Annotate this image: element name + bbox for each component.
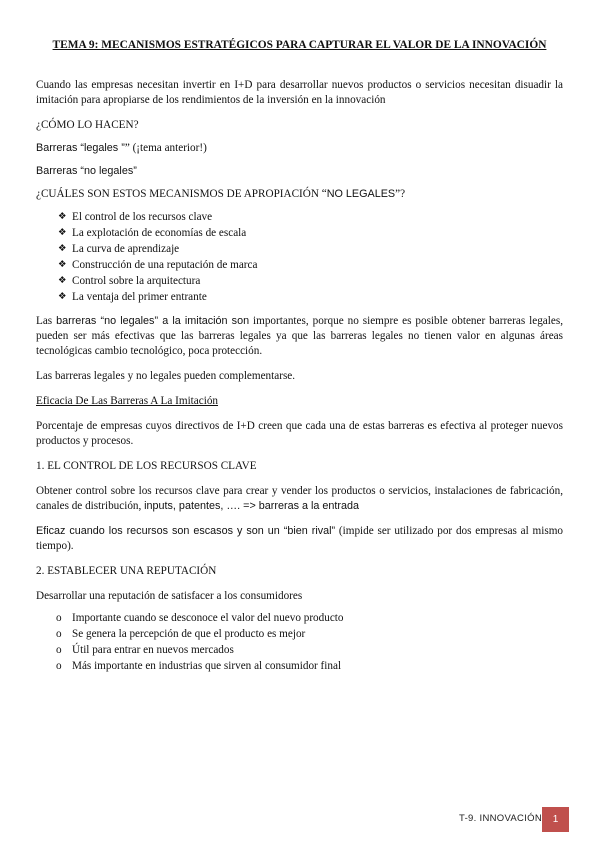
question-mechanisms-start: ¿CUÁLES SON ESTOS MECANISMOS DE APROPIACIÓN “ bbox=[36, 188, 327, 200]
diamond-bullet-icon: ❖ bbox=[58, 243, 67, 254]
non-legal-importance-paragraph: Las barreras “no legales” a la imitación son importantes, porque no siempre es posible obtener barreras legales, pueden ser más efectivas que las barreras legales ya que las barreras legales no tienen valor en algunas áreas tecnológicas cambio tecnológico, poca protección. bbox=[36, 315, 563, 357]
document-page bbox=[36, 37, 563, 674]
question-mechanisms bbox=[36, 187, 563, 202]
intro-paragraph: Cuando las empresas necesitan invertir en I+D para desarrollar nuevos productos o servicios necesitan disuadir la imitación para apropiarse de los rendimientos de la inversión en la innovación bbox=[36, 79, 563, 106]
non-legal-barriers-line: Barreras “no legales” bbox=[36, 165, 137, 177]
scarce-resources-paragraph: Eficaz cuando los recursos son escasos y son un “bien rival” (impide ser utilizado por dos empresas al mismo tiempo). bbox=[36, 525, 563, 552]
list-item: o Útil para entrar en nuevos mercados bbox=[56, 644, 234, 656]
entry-barriers-highlight: inputs, patentes, …. => barreras a la entrada bbox=[144, 500, 359, 512]
diamond-bullet-icon: ❖ bbox=[58, 211, 67, 222]
footer-label: T-9. INNOVACIÓN bbox=[459, 813, 542, 824]
circle-bullet-icon: o bbox=[56, 628, 62, 640]
list-item: ❖ El control de los recursos clave bbox=[58, 211, 213, 223]
circle-bullet-icon: o bbox=[56, 644, 62, 656]
legal-barriers-note: ” (¡tema anterior!) bbox=[124, 142, 207, 154]
page-number-badge: 1 bbox=[542, 807, 569, 832]
section-heading-resources: 1. EL CONTROL DE LOS RECURSOS CLAVE bbox=[36, 460, 257, 472]
page-title: TEMA 9: MECANISMOS ESTRATÉGICOS PARA CAPTURAR EL VALOR DE LA INNOVACIÓN bbox=[52, 39, 547, 51]
diamond-bullet-icon: ❖ bbox=[58, 227, 67, 238]
list-item: ❖ La explotación de economías de escala bbox=[58, 227, 247, 239]
page-footer bbox=[0, 807, 599, 832]
question-how: ¿CÓMO LO HACEN? bbox=[36, 119, 139, 131]
list-item: ❖ Construcción de una reputación de marca bbox=[58, 259, 258, 271]
reputation-list bbox=[56, 610, 563, 674]
mechanisms-list bbox=[58, 209, 563, 305]
diamond-bullet-icon: ❖ bbox=[58, 259, 67, 270]
efficacy-heading: Eficacia De Las Barreras A La Imitación bbox=[36, 395, 219, 407]
circle-bullet-icon: o bbox=[56, 660, 62, 672]
circle-bullet-icon: o bbox=[56, 612, 62, 624]
question-mechanisms-highlight: NO LEGALES bbox=[326, 188, 396, 200]
legal-barriers-line bbox=[36, 141, 563, 156]
complement-paragraph: Las barreras legales y no legales pueden complementarse. bbox=[36, 370, 296, 382]
efficacy-paragraph: Porcentaje de empresas cuyos directivos de I+D creen que cada una de estas barreras es efectiva al proteger nuevos productos y procesos. bbox=[36, 420, 563, 447]
list-item: ❖ La curva de aprendizaje bbox=[58, 243, 180, 255]
diamond-bullet-icon: ❖ bbox=[58, 291, 67, 302]
legal-barriers-label: Barreras “legales ” bbox=[36, 142, 125, 154]
reputation-paragraph: Desarrollar una reputación de satisfacer a los consumidores bbox=[36, 590, 303, 602]
section-heading-reputation: 2. ESTABLECER UNA REPUTACIÓN bbox=[36, 565, 217, 577]
question-mechanisms-end: ”? bbox=[395, 188, 406, 200]
diamond-bullet-icon: ❖ bbox=[58, 275, 67, 286]
list-item: o Importante cuando se desconoce el valor del nuevo producto bbox=[56, 612, 344, 624]
list-item: ❖ Control sobre la arquitectura bbox=[58, 275, 201, 287]
list-item: ❖ La ventaja del primer entrante bbox=[58, 291, 207, 303]
list-item: o Más importante en industrias que sirven al consumidor final bbox=[56, 660, 342, 672]
resources-paragraph: Obtener control sobre los recursos clave para crear y vender los productos o servicios, instalaciones de fabricación, canales de distribución, inputs, patentes, …. => barreras a la entrada bbox=[36, 485, 563, 512]
rival-good-highlight: Eficaz cuando los recursos son escasos y son un “bien rival” bbox=[36, 525, 336, 537]
non-legal-highlight: barreras “no legales” a la imitación son bbox=[56, 315, 250, 327]
list-item: o Se genera la percepción de que el producto es mejor bbox=[56, 628, 306, 640]
